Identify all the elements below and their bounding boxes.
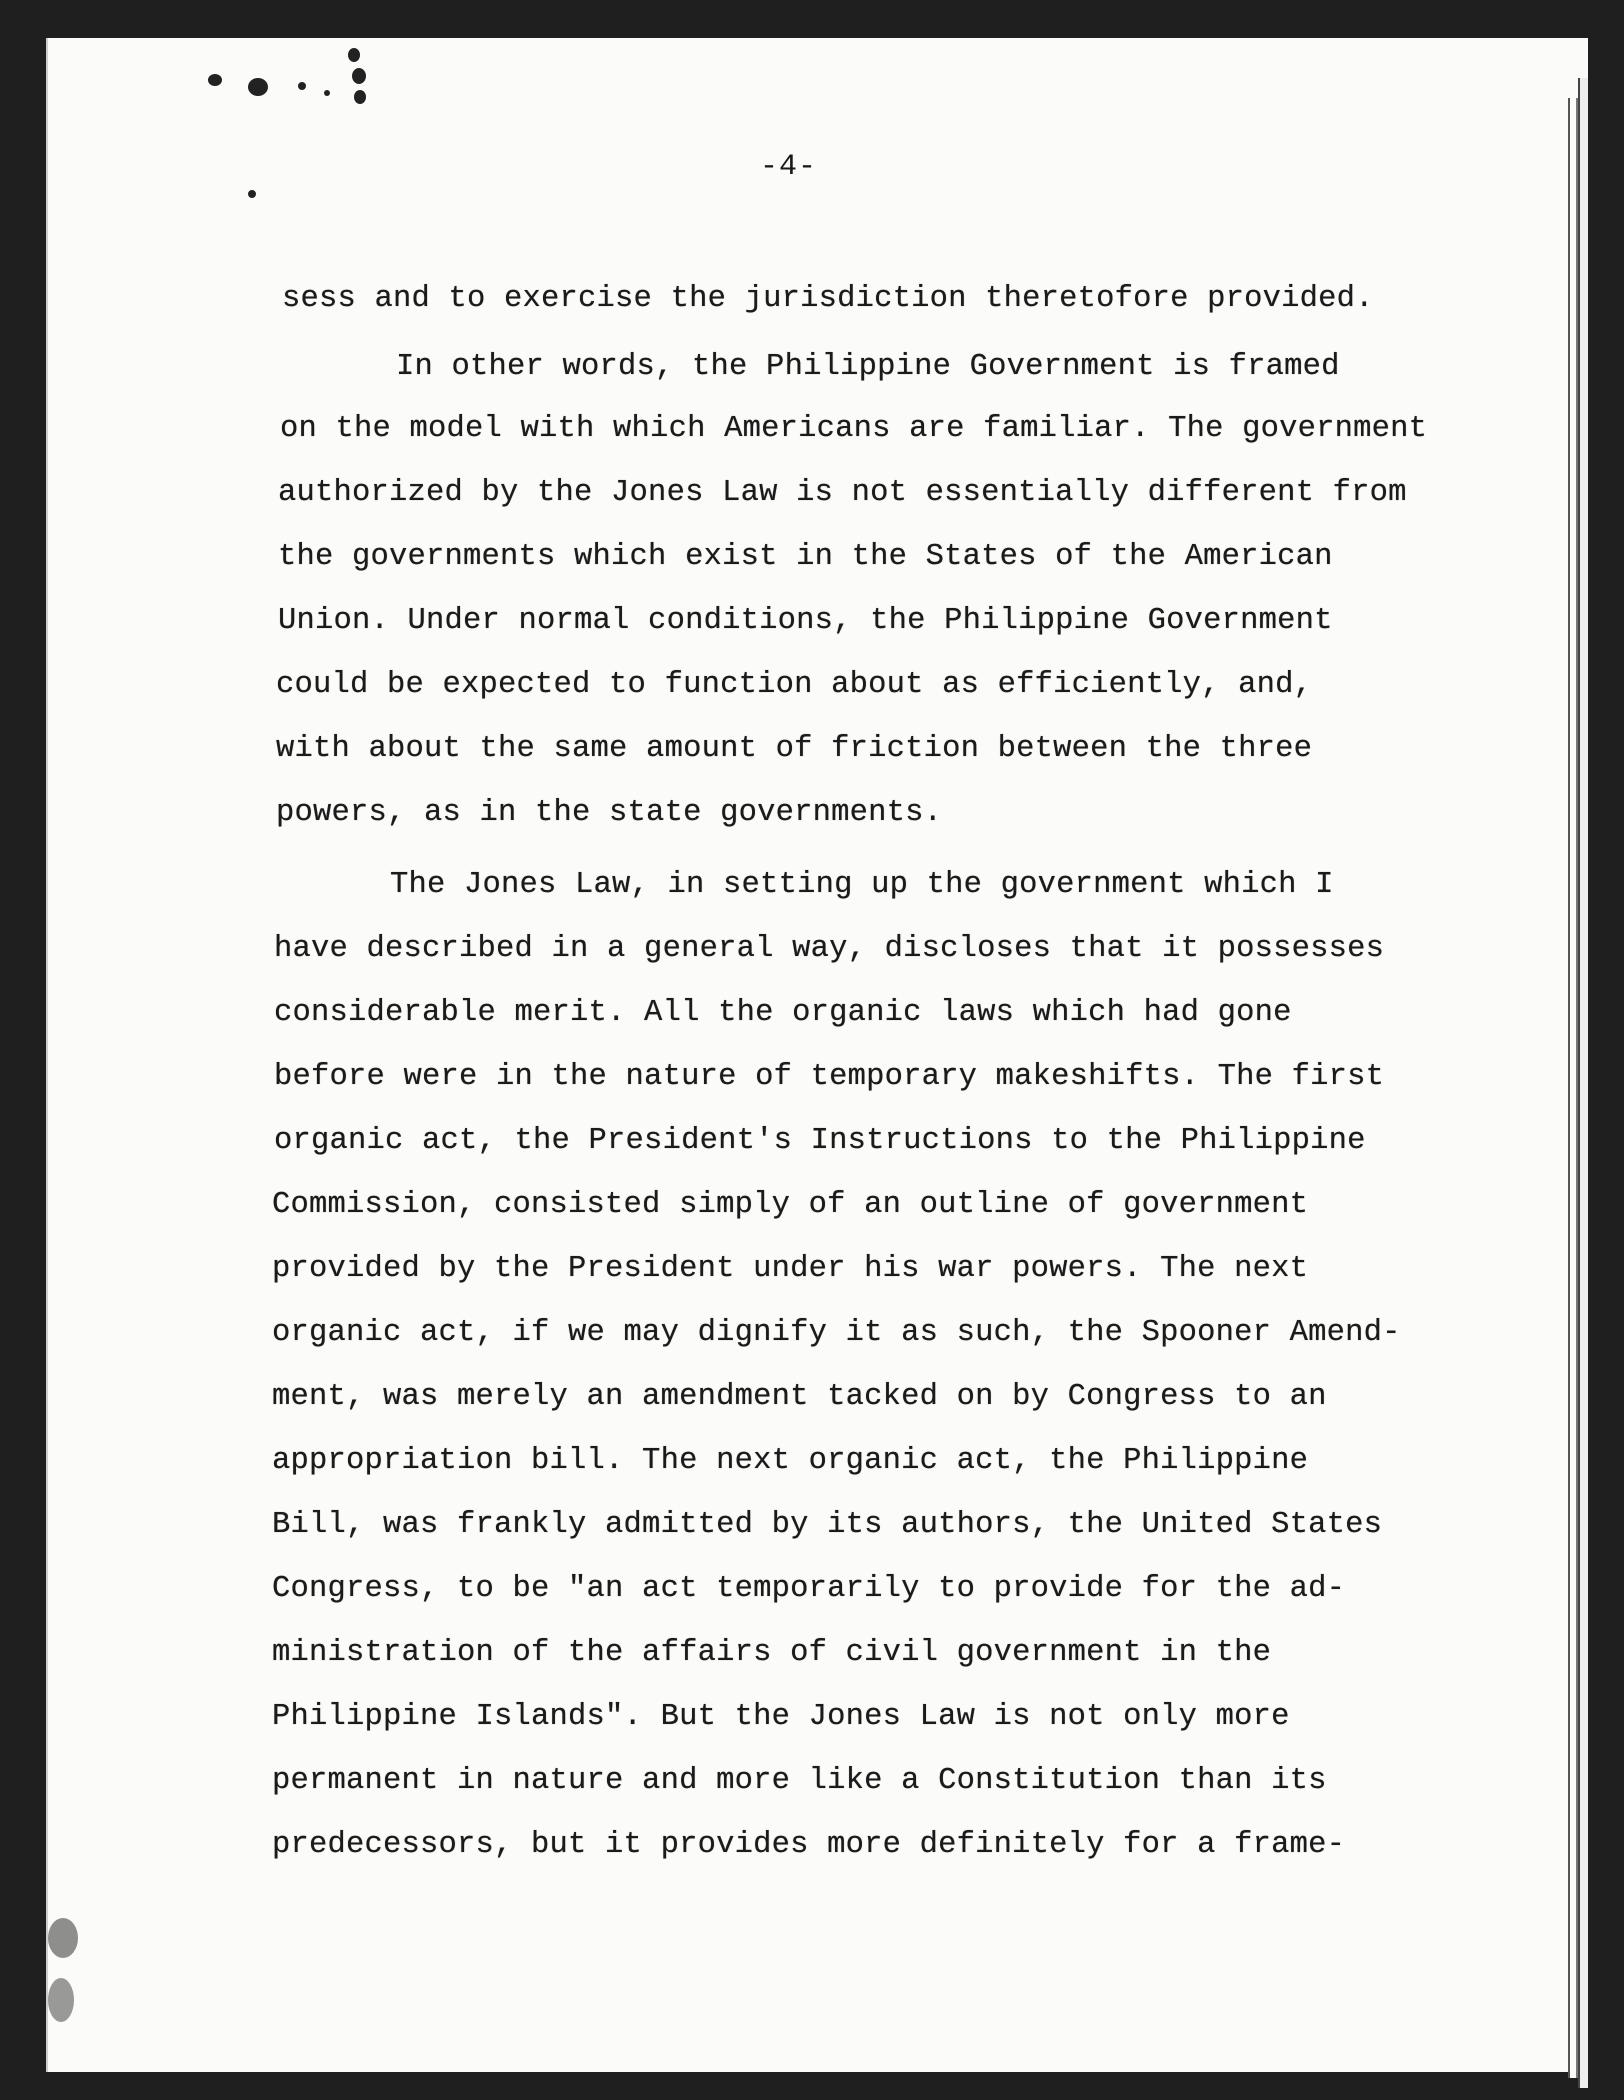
ink-speck bbox=[324, 90, 330, 96]
text-line: Commission, consisted simply of an outline of government bbox=[272, 1188, 1309, 1222]
ink-speck bbox=[348, 48, 360, 62]
ink-speck bbox=[48, 1978, 74, 2022]
text-line: organic act, if we may dignify it as such, the Spooner Amend- bbox=[272, 1316, 1401, 1350]
text-line: The Jones Law, in setting up the government which I bbox=[390, 868, 1334, 902]
text-line: have described in a general way, discloses that it possesses bbox=[274, 932, 1385, 966]
ink-speck bbox=[248, 78, 268, 96]
page-stack-edge bbox=[1578, 78, 1588, 2088]
ink-speck bbox=[48, 1918, 78, 1958]
text-line: on the model with which Americans are familiar. The government bbox=[280, 412, 1428, 446]
page-number: -4- bbox=[760, 150, 818, 184]
text-line: Philippine Islands". But the Jones Law is not only more bbox=[272, 1700, 1290, 1734]
text-line: In other words, the Philippine Government is framed bbox=[396, 350, 1340, 384]
text-line: predecessors, but it provides more definitely for a frame- bbox=[272, 1828, 1346, 1862]
ink-speck bbox=[352, 68, 366, 84]
ink-speck bbox=[208, 74, 222, 86]
ink-speck bbox=[248, 190, 256, 198]
text-line: authorized by the Jones Law is not essentially different from bbox=[278, 476, 1407, 510]
page-edge bbox=[1568, 98, 1578, 2078]
text-line: ment, was merely an amendment tacked on by Congress to an bbox=[272, 1380, 1327, 1414]
text-line: permanent in nature and more like a Constitution than its bbox=[272, 1764, 1327, 1798]
text-line: the governments which exist in the States of the American bbox=[278, 540, 1333, 574]
text-line: before were in the nature of temporary makeshifts. The first bbox=[274, 1060, 1385, 1094]
text-line: organic act, the President's Instructions to the Philippine bbox=[274, 1124, 1366, 1158]
text-line: with about the same amount of friction between the three bbox=[276, 732, 1313, 766]
text-line: appropriation bill. The next organic act, the Philippine bbox=[272, 1444, 1309, 1478]
text-line: Union. Under normal conditions, the Philippine Government bbox=[278, 604, 1333, 638]
text-line: Congress, to be "an act temporarily to provide for the ad- bbox=[272, 1572, 1346, 1606]
text-line: could be expected to function about as efficiently, and, bbox=[276, 668, 1313, 702]
ink-speck bbox=[354, 90, 366, 104]
text-line: provided by the President under his war powers. The next bbox=[272, 1252, 1309, 1286]
ink-speck bbox=[298, 82, 306, 90]
text-line: considerable merit. All the organic laws which had gone bbox=[274, 996, 1292, 1030]
text-line: sess and to exercise the jurisdiction theretofore provided. bbox=[282, 282, 1374, 316]
text-line: powers, as in the state governments. bbox=[276, 796, 943, 830]
text-line: ministration of the affairs of civil government in the bbox=[272, 1636, 1272, 1670]
text-line: Bill, was frankly admitted by its authors, the United States bbox=[272, 1508, 1383, 1542]
